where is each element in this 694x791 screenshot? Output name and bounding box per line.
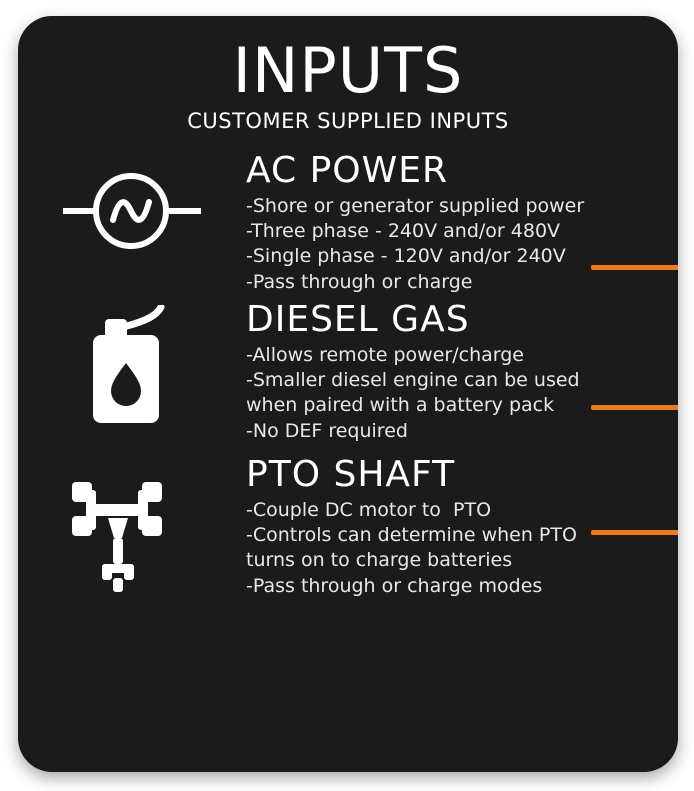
- section-line: -Couple DC motor to PTO: [246, 498, 492, 521]
- section-line: -Pass through or charge modes: [246, 574, 543, 597]
- section-line: when paired with a battery pack: [246, 394, 555, 417]
- inputs-panel: [18, 16, 678, 772]
- ac-power-icon: [48, 152, 213, 282]
- section-line: -Single phase - 120V and/or 240V: [246, 245, 566, 268]
- section-line: -Shore or generator supplied power: [246, 194, 585, 217]
- page-subtitle: CUSTOMER SUPPLIED INPUTS: [187, 109, 509, 133]
- section-line: -Smaller diesel engine can be used: [246, 369, 580, 392]
- pto-shaft-icon: [48, 456, 213, 586]
- section-pto-shaft-body: [246, 456, 666, 599]
- section-line: turns on to charge batteries: [246, 549, 513, 572]
- section-heading: DIESEL GAS: [246, 299, 470, 340]
- section-heading: PTO SHAFT: [246, 454, 456, 495]
- diesel-gas-can-icon: [48, 301, 213, 431]
- section-ac-power-body: [246, 152, 666, 295]
- connector-pto-shaft: [591, 530, 678, 535]
- section-line: -Controls can determine when PTO: [246, 524, 577, 547]
- section-line: -No DEF required: [246, 419, 408, 442]
- section-heading: AC POWER: [246, 150, 448, 191]
- section-line: -Allows remote power/charge: [246, 343, 524, 366]
- page-title: INPUTS: [232, 34, 464, 107]
- section-diesel-gas-body: [246, 301, 666, 444]
- connector-diesel-gas: [591, 405, 678, 410]
- section-line: -Three phase - 240V and/or 480V: [246, 220, 561, 243]
- connector-ac-power: [591, 265, 678, 270]
- section-line: -Pass through or charge: [246, 270, 473, 293]
